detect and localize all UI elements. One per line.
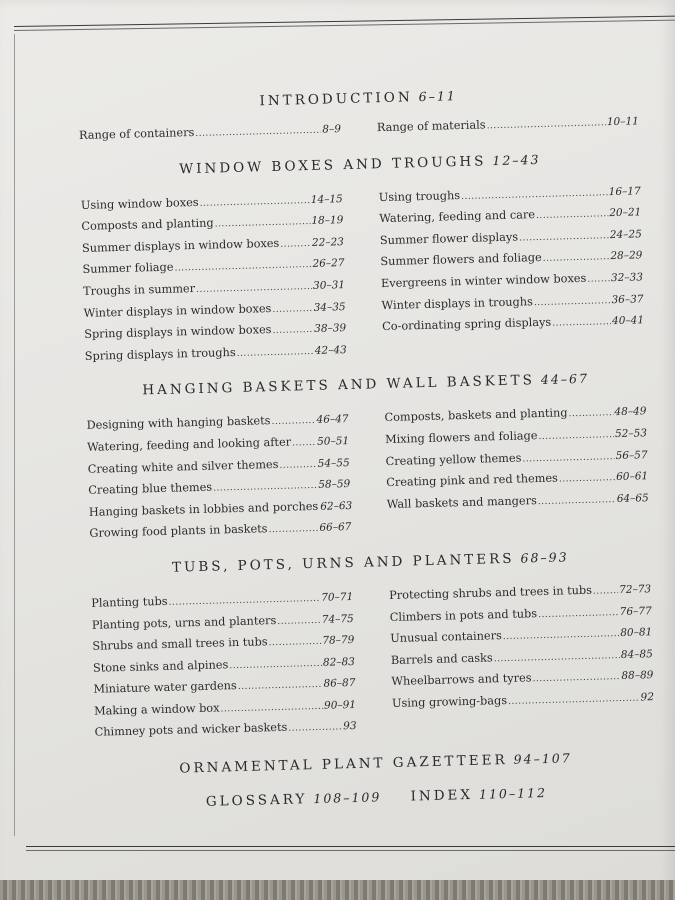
entry-pages: 10–11 — [606, 115, 640, 129]
entry-title: Creating white and silver themes — [87, 457, 279, 476]
entry-pages: 88–89 — [621, 669, 654, 683]
section-pages: 6–11 — [418, 88, 457, 105]
dot-leader — [279, 455, 317, 476]
dot-leader — [538, 604, 619, 626]
dot-leader — [587, 270, 610, 290]
entry-pages: 82–83 — [322, 655, 356, 669]
entry-title: Range of materials — [376, 118, 486, 135]
section-title: ORNAMENTAL PLANT GAZETTEER — [179, 752, 508, 777]
section-title: HANGING BASKETS AND WALL BASKETS — [142, 372, 536, 399]
entry-pages: 36–37 — [611, 292, 644, 306]
entry-title: Creating yellow themes — [385, 451, 522, 468]
entry-pages: 70–71 — [321, 590, 354, 604]
entry-pages: 92 — [640, 691, 655, 704]
entry-pages: 50–51 — [316, 434, 350, 448]
entry-title: Shrubs and small trees in tubs — [92, 635, 268, 653]
entry-title: Planting pots, urns and planters — [91, 613, 277, 632]
section-heading-hanging-baskets — [85, 368, 645, 403]
entry-title: Co-ordinating spring displays — [381, 315, 552, 334]
entry-pages: 14–15 — [310, 192, 343, 206]
entry-pages: 32–33 — [610, 271, 644, 285]
section-heading-tubs-pots — [90, 545, 650, 580]
entry-pages: 16–17 — [608, 184, 641, 198]
dot-leader — [268, 633, 321, 654]
section-title: TUBS, POTS, URNS AND PLANTERS — [171, 550, 515, 576]
dot-leader — [542, 249, 609, 270]
dot-leader — [238, 676, 323, 698]
section-heading-introduction — [78, 81, 638, 116]
section-title: INDEX — [410, 786, 474, 805]
entry-pages: 38–39 — [314, 322, 347, 336]
dot-leader — [268, 520, 318, 541]
entry-title: Designing with hanging baskets — [86, 414, 271, 433]
entry-pages: 76–77 — [619, 604, 652, 618]
dot-leader — [272, 299, 313, 320]
bottom-rule — [26, 846, 675, 847]
entry-title: Using window boxes — [80, 195, 199, 212]
dot-leader — [486, 114, 606, 137]
entry-pages: 52–53 — [614, 427, 648, 440]
dot-leader — [559, 469, 616, 490]
entry-title: Spring displays in troughs — [84, 345, 236, 363]
dot-leader — [288, 719, 342, 740]
dot-leader — [220, 698, 323, 720]
right-column — [384, 402, 649, 538]
entry-pages: 58–59 — [318, 478, 351, 491]
section-entries-tubs-pots — [91, 579, 655, 745]
dot-leader — [522, 448, 615, 470]
entry-title: Barrels and casks — [390, 651, 493, 667]
dot-leader — [538, 491, 616, 513]
dot-leader — [213, 477, 318, 499]
entry-title: Watering, feeding and looking after — [87, 435, 292, 454]
index-heading[interactable] — [410, 785, 547, 805]
entry-pages: 20–21 — [609, 206, 642, 220]
entry-pages: 72–73 — [618, 583, 652, 596]
entry-title: Range of containers — [78, 125, 195, 142]
dot-leader — [536, 205, 609, 226]
entry-title: Evergreens in winter window boxes — [380, 271, 587, 291]
entry-title: Troughs in summer — [82, 281, 196, 298]
dot-leader — [519, 227, 609, 249]
entry-pages: 90–91 — [323, 698, 357, 712]
entry-title: Planting tubs — [91, 594, 168, 610]
entry-title: Winter displays in window boxes — [83, 301, 272, 320]
dot-leader — [538, 426, 614, 448]
section-title: GLOSSARY — [205, 791, 308, 810]
entry-title: Climbers in pots and tubs — [389, 606, 538, 624]
dot-leader — [461, 184, 608, 207]
dot-leader — [271, 412, 316, 433]
glossary-heading[interactable] — [206, 789, 382, 810]
entry-title: Composts, baskets and planting — [384, 406, 568, 425]
section-pages: 108–109 — [313, 789, 382, 807]
entry-title: Creating blue themes — [88, 480, 213, 497]
entry-pages: 24–25 — [609, 228, 642, 241]
right-column — [377, 111, 639, 139]
entry-pages: 46–47 — [316, 413, 349, 427]
entry-pages: 30–31 — [312, 279, 346, 292]
entry-pages: 56–57 — [615, 448, 648, 462]
section-pages: 68–93 — [520, 549, 569, 566]
dot-leader — [196, 278, 313, 301]
section-heading-window-boxes — [80, 147, 640, 182]
dot-leader — [494, 647, 621, 670]
entry-title: Unusual containers — [390, 629, 502, 646]
section-pages: 110–112 — [478, 785, 548, 802]
entry-pages: 42–43 — [314, 343, 347, 357]
entry-pages: 93 — [343, 720, 357, 733]
section-title: WINDOW BOXES AND TROUGHS — [179, 152, 487, 177]
dot-leader — [272, 321, 313, 342]
dot-leader — [195, 122, 322, 145]
section-pages: 94–107 — [513, 750, 572, 767]
left-rule — [14, 34, 15, 836]
entry-title: Wheelbarrows and tyres — [391, 671, 532, 689]
entry-pages: 86–87 — [323, 677, 356, 691]
entry-title: Making a window box — [93, 701, 220, 718]
entry-title: Chimney pots and wicker baskets — [94, 721, 288, 740]
entry-pages: 28–29 — [610, 249, 643, 263]
entry-title: Stone sinks and alpines — [92, 657, 229, 675]
entry-pages: 66–67 — [319, 521, 352, 535]
section-entries-window-boxes — [81, 181, 645, 368]
section-entries-introduction — [79, 111, 639, 147]
dot-leader — [280, 235, 311, 255]
left-column — [86, 409, 351, 545]
toc-entry[interactable] — [377, 111, 639, 139]
entry-title: Creating pink and red themes — [386, 471, 559, 490]
dot-leader — [236, 343, 314, 365]
entry-pages: 54–55 — [317, 456, 350, 470]
entry-title: Summer flower displays — [379, 230, 519, 247]
entry-title: Spring displays in window boxes — [84, 323, 272, 342]
background-surface — [0, 880, 675, 900]
toc-entry[interactable] — [79, 119, 341, 147]
section-entries-hanging-baskets — [86, 402, 649, 546]
dot-leader — [568, 404, 613, 425]
left-column — [81, 189, 347, 369]
section-pages: 44–67 — [540, 371, 590, 388]
entry-pages: 60–61 — [616, 470, 649, 484]
entry-pages: 22–23 — [311, 235, 345, 249]
section-title: INTRODUCTION — [259, 89, 413, 110]
entry-title: Using troughs — [378, 188, 461, 204]
entry-title: Winter displays in troughs — [381, 294, 534, 312]
entry-pages: 34–35 — [313, 300, 346, 314]
entry-title: Hanging baskets in lobbies and porches — [88, 499, 319, 519]
dot-leader — [508, 689, 640, 712]
dot-leader — [214, 213, 310, 235]
dot-leader — [229, 654, 322, 676]
dot-leader — [534, 292, 611, 314]
dot-leader — [532, 668, 620, 690]
entry-pages: 48–49 — [614, 405, 647, 419]
dot-leader — [277, 611, 321, 632]
entry-pages: 40–41 — [611, 314, 645, 328]
glossary-index-line — [96, 780, 656, 815]
dot-leader — [199, 192, 310, 214]
entry-pages: 18–19 — [311, 214, 344, 228]
entry-pages: 84–85 — [620, 647, 653, 661]
section-heading-gazetteer[interactable] — [95, 746, 655, 781]
entry-pages: 62–63 — [320, 499, 353, 513]
entry-title: Using growing-bags — [391, 693, 508, 710]
dot-leader — [292, 434, 317, 454]
entry-pages: 8–9 — [322, 123, 342, 136]
entry-title: Summer flowers and foliage — [380, 251, 542, 269]
right-column — [379, 181, 645, 361]
entry-pages: 74–75 — [321, 612, 354, 626]
left-column — [79, 119, 341, 147]
entry-title: Growing food plants in baskets — [89, 522, 268, 541]
dot-leader — [503, 625, 620, 648]
dot-leader — [174, 256, 311, 279]
entry-title: Summer foliage — [82, 260, 174, 277]
dot-leader — [593, 582, 619, 602]
entry-title: Mixing flowers and foliage — [384, 429, 538, 447]
entry-pages: 80–81 — [620, 626, 653, 640]
entry-title: Composts and planting — [81, 216, 214, 234]
entry-title: Watering, feeding and care — [379, 208, 536, 226]
table-of-contents — [78, 81, 657, 814]
section-pages: 12–43 — [492, 151, 541, 168]
entry-title: Miniature water gardens — [93, 679, 237, 697]
left-column — [91, 587, 357, 745]
entry-pages: 64–65 — [616, 491, 649, 505]
dot-leader — [168, 590, 320, 614]
entry-title: Protecting shrubs and trees in tubs — [389, 583, 593, 602]
dot-leader — [552, 313, 611, 334]
entry-pages: 26–27 — [312, 257, 345, 271]
entry-title: Summer displays in window boxes — [81, 236, 280, 255]
right-column — [389, 579, 655, 737]
entry-title: Wall baskets and mangers — [386, 493, 537, 511]
bottom-rule-thin — [26, 850, 675, 851]
entry-pages: 78–79 — [322, 634, 355, 647]
